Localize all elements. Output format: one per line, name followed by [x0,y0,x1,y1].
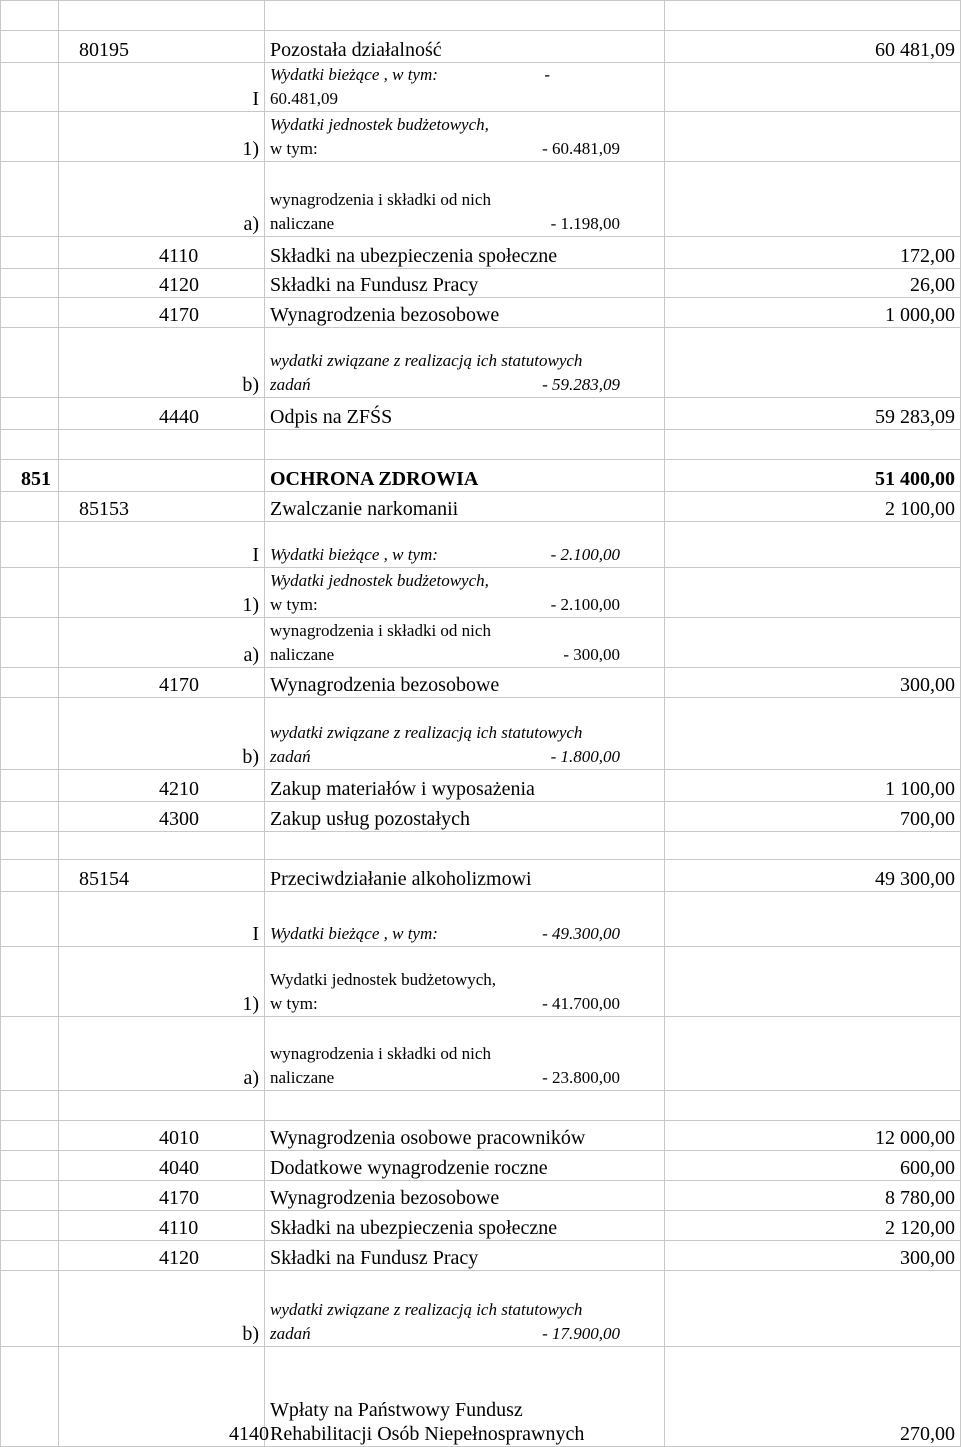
item-label-2: naliczane [270,1068,335,1087]
paragraph-code: 4170 [59,298,265,328]
paragraph-code: 4110 [59,237,265,269]
table-row [1,522,961,568]
paragraph-name-line-1: Wpłaty na Państwowy Fundusz [270,1399,523,1421]
item-marker: a) [59,162,265,237]
paragraph-amount: 2 120,00 [665,1211,961,1241]
paragraph-amount: 12 000,00 [665,1121,961,1151]
table-row [1,668,961,698]
paragraph-code: 4170 [59,668,265,698]
empty-row [1,1,961,31]
division-code: 851 [1,460,59,492]
item-value: 60.481,09 [270,89,338,108]
empty-row [1,832,961,860]
paragraph-amount: 600,00 [665,1151,961,1181]
item-marker: b) [59,698,265,770]
item-value: - 1.800,00 [550,747,620,766]
table-row [1,1241,961,1271]
paragraph-code: 4120 [59,1241,265,1271]
paragraph-amount: 300,00 [665,668,961,698]
division-amount: 51 400,00 [665,460,961,492]
paragraph-name: Zakup usług pozostałych [265,802,665,832]
paragraph-name: Wynagrodzenia bezosobowe [265,1181,665,1211]
item-marker: a) [59,1017,265,1091]
item-marker: I [59,63,265,112]
table-row [1,892,961,947]
paragraph-name: Składki na ubezpieczenia społeczne [265,1211,665,1241]
table-row [1,1271,961,1347]
table-row [1,1181,961,1211]
section-name: Przeciwdziałanie alkoholizmowi [265,860,665,892]
item-value: - 49.300,00 [542,924,620,943]
item-value: - 23.800,00 [542,1068,620,1087]
item-label: Wydatki jednostek budżetowych, [270,970,497,989]
section-amount: 60 481,09 [665,31,961,63]
table-row [1,298,961,328]
table-row [1,947,961,1017]
section-amount: 2 100,00 [665,492,961,522]
paragraph-name: Dodatkowe wynagrodzenie roczne [265,1151,665,1181]
table-row [1,237,961,269]
paragraph-code: 4140 [59,1347,265,1447]
table-row [1,1017,961,1091]
table-row [1,112,961,162]
paragraph-code: 4110 [59,1211,265,1241]
paragraph-amount: 172,00 [665,237,961,269]
section-code: 80195 [59,31,265,63]
section-name: Zwalczanie narkomanii [265,492,665,522]
item-label-2: zadań [270,747,311,766]
item-label-2: w tym: [270,595,318,614]
item-value: - 2.100,00 [550,595,620,614]
paragraph-code: 4010 [59,1121,265,1151]
paragraph-name: Wynagrodzenia bezosobowe [265,298,665,328]
table-row [1,269,961,298]
table-row [1,1151,961,1181]
item-value: - 60.481,09 [542,139,620,158]
table-row [1,162,961,237]
section-code: 85153 [59,492,265,522]
table-row [1,1211,961,1241]
table-row [1,492,961,522]
paragraph-code: 4170 [59,1181,265,1211]
table-row [1,63,961,112]
section-amount: 49 300,00 [665,860,961,892]
paragraph-amount: 700,00 [665,802,961,832]
paragraph-amount: 8 780,00 [665,1181,961,1211]
paragraph-name: Wynagrodzenia bezosobowe [265,668,665,698]
paragraph-amount: 270,00 [665,1347,961,1447]
item-label-2: w tym: [270,139,318,158]
item-label: wydatki związane z realizacją ich statutowych [270,723,583,742]
item-label-2: zadań [270,1324,311,1343]
item-label: wydatki związane z realizacją ich statutowych [270,1300,583,1319]
table-row [1,31,961,63]
table-row [1,618,961,668]
paragraph-name: Odpis na ZFŚS [265,398,665,430]
paragraph-name: Składki na ubezpieczenia społeczne [265,237,665,269]
item-value: - 300,00 [563,645,620,664]
empty-row [1,1091,961,1121]
paragraph-amount: 26,00 [665,269,961,298]
item-label: wydatki związane z realizacją ich statutowych [270,351,583,370]
paragraph-amount: 1 100,00 [665,770,961,802]
item-label: wynagrodzenia i składki od nich [270,621,491,640]
item-label: Wydatki bieżące , w tym: [270,924,438,943]
table-row [1,770,961,802]
paragraph-code: 4040 [59,1151,265,1181]
division-name: OCHRONA ZDROWIA [265,460,665,492]
paragraph-code: 4210 [59,770,265,802]
item-label: Wydatki bieżące , w tym: [270,65,438,84]
item-value: - 17.900,00 [542,1324,620,1343]
item-label: Wydatki jednostek budżetowych, [270,571,489,590]
item-marker: 1) [59,568,265,618]
item-label: Wydatki bieżące , w tym: [270,545,438,564]
table-row [1,398,961,430]
item-label-2: naliczane [270,645,335,664]
paragraph-amount: 59 283,09 [665,398,961,430]
item-marker: 1) [59,112,265,162]
paragraph-name-line-2: Rehabilitacji Osób Niepełnosprawnych [270,1423,585,1445]
paragraph-code: 4300 [59,802,265,832]
paragraph-name: Zakup materiałów i wyposażenia [265,770,665,802]
item-dash: - [544,65,550,84]
item-value: - 2.100,00 [550,545,620,564]
item-marker: I [59,522,265,568]
paragraph-name: Składki na Fundusz Pracy [265,1241,665,1271]
item-value: - 1.198,00 [550,214,620,233]
item-value: - 59.283,09 [542,375,620,394]
item-marker: b) [59,1271,265,1347]
table-row [1,1347,961,1447]
table-row [1,802,961,832]
table-row [1,328,961,398]
item-marker: I [59,892,265,947]
table-row [1,568,961,618]
item-label: wynagrodzenia i składki od nich [270,190,491,209]
table-row [1,1121,961,1151]
item-label-2: naliczane [270,214,335,233]
table-row [1,460,961,492]
item-marker: a) [59,618,265,668]
paragraph-name: Składki na Fundusz Pracy [265,269,665,298]
item-label: wynagrodzenia i składki od nich [270,1044,491,1063]
item-marker: b) [59,328,265,398]
table-row [1,860,961,892]
paragraph-code: 4120 [59,269,265,298]
paragraph-name: Wynagrodzenia osobowe pracowników [265,1121,665,1151]
item-marker: 1) [59,947,265,1017]
paragraph-amount: 1 000,00 [665,298,961,328]
item-label: Wydatki jednostek budżetowych, [270,115,489,134]
paragraph-amount: 300,00 [665,1241,961,1271]
paragraph-code: 4440 [59,398,265,430]
section-name: Pozostała działalność [265,31,665,63]
item-label-2: w tym: [270,994,318,1013]
table-row [1,698,961,770]
section-code: 85154 [59,860,265,892]
item-value: - 41.700,00 [542,994,620,1013]
empty-row [1,430,961,460]
item-label-2: zadań [270,375,311,394]
